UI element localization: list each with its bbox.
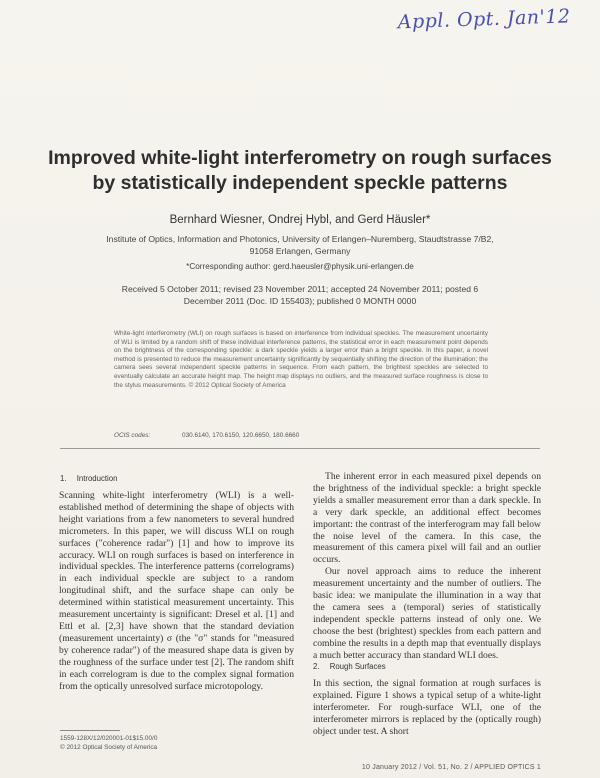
right-column-body <box>313 471 541 662</box>
abstract: White-light interferometry (WLI) on rough surfaces is based on interference from individual speckles. The measurement uncertainty of WLI is limited by a random shift of these individual interference patterns, the statistical error in each measurement point depends on the brightness of the corresponding speckle: a dark speckle yields a larger error than a bright speckle. In this paper, a novel method is presented to reduce the measurement uncertainty significantly by sequentially shifting the direction of the illumination; the camera sees several independent speckle patterns in sequence. From each pattern, the brightest speckles are selected to eventually calculate an accurate height map. The height map displays no outliers, and the measured surface roughness is close to the stylus measurements. © 2012 Optical Society of America <box>114 330 488 389</box>
introduction-body <box>59 490 294 692</box>
section-heading-rough-surfaces <box>313 662 386 671</box>
copyright-footnote <box>60 734 280 752</box>
section-title: Rough Surfaces <box>329 662 386 671</box>
paper-title: Improved white-light interferometry on rough surfaces by statistically independent speckle patterns <box>48 147 552 194</box>
copyright-line: © 2012 Optical Society of America <box>60 744 158 751</box>
author-list: Bernhard Wiesner, Ondrej Hybl, and Gerd Häusler* <box>169 214 431 226</box>
ocis-values: 030.6140, 170.6150, 120.6650, 180.6660 <box>182 432 300 439</box>
section-heading-introduction <box>60 474 117 483</box>
abstract-divider <box>60 448 540 449</box>
section-number: 2. <box>313 662 320 671</box>
paragraph: Scanning white-light interferometry (WLI) is a well-established method of determining the shape of objects with height variations from a few nanometers to several hundred micrometers. In this paper, we will discuss WLI on rough surfaces ("coherence radar") [1] and how to improve its accuracy. WLI on rough surfaces is based on interference in individual speckles. The interference patterns (correlograms) in each individual speckle are subject to a random longitudinal shift, and the surface shape can only be determined within statistical measurement uncertainty. This measurement uncertainty is significant: Dresel et al. [1] and Ettl et al. [2,3] have shown that the standard deviation (measurement uncertainty) σ (the "σ" stands for "measured by coherence radar") of the measured shape data is given by the roughness of the surface under test [2]. The random shift in each correlogram is due to the complex signal formation from the optically unresolved surface microtopology. <box>59 490 294 692</box>
section-title: Introduction <box>76 474 118 483</box>
paragraph: In this section, the signal formation at rough surfaces is explained. Figure 1 shows a typical setup of a white-light interferometer. For rough-surface WLI, one of the interferometer mirrors is replaced by the (optically rough) object under test. A short <box>313 678 541 737</box>
ocis-codes <box>114 432 488 439</box>
paragraph: Our novel approach aims to reduce the inherent measurement uncertainty and the number of outliers. The basic idea: we manipulate the illumination in a way that the camera sees a (temporal) series of statistically independent speckle patterns instead of only one. We choose the best (brightest) speckles from each pattern and combine the results in a depth map that eventually displays a much better accuracy than standard WLI does. <box>313 566 541 661</box>
paragraph: The inherent error in each measured pixel depends on the brightness of the individual speckle: a bright speckle yields a smaller measurement error than a dark speckle. In a very dark speckle, an additional effect becomes important: the contrast of the interferogram may fall below the noise level of the camera. In this case, the measurement of this camera pixel will fail and an outlier occurs. <box>313 471 541 566</box>
journal-footer: 10 January 2012 / Vol. 51, No. 2 / APPLIED OPTICS 1 <box>361 764 541 771</box>
issn-line: 1559-128X/12/020001-01$15.00/0 <box>60 735 158 742</box>
received-dates: Received 5 October 2011; revised 23 November 2011; accepted 24 November 2011; posted 6 December 2011 (Doc. ID 155403); published 0 MONTH 0000 <box>121 284 479 306</box>
corresponding-author: *Corresponding author: gerd.haeusler@physik.uni-erlangen.de <box>186 262 414 271</box>
affiliation: Institute of Optics, Information and Photonics, University of Erlangen–Nuremberg, Staudtstrasse 7/B2, 91058 Erlangen, Germany <box>106 234 494 256</box>
section-number: 1. <box>60 474 67 483</box>
footnote-divider <box>60 730 120 731</box>
handwritten-annotation: Appl. Opt. Jan'12 <box>397 5 571 34</box>
rough-surfaces-body <box>313 678 541 738</box>
ocis-label: OCIS codes: <box>114 432 151 439</box>
